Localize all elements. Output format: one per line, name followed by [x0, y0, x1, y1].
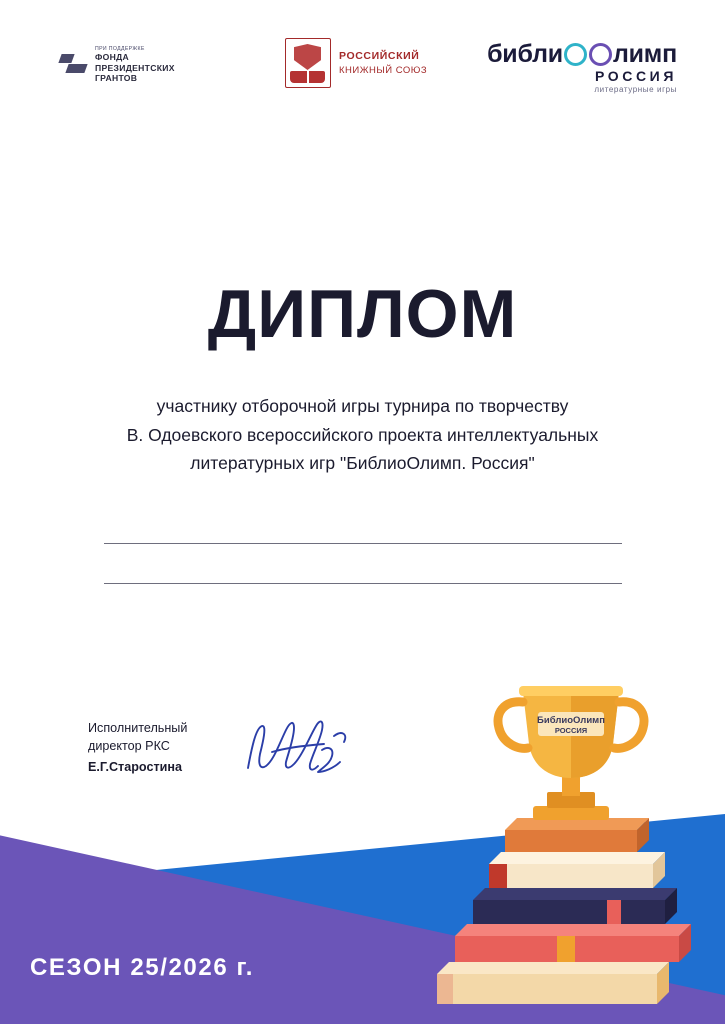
page-title: ДИПЛОМ — [207, 276, 518, 352]
biblio-olymp-logo — [487, 40, 677, 94]
ring-purple-icon — [589, 43, 612, 66]
grants-fund-mark-icon — [60, 50, 88, 80]
description-line-2: В. Одоевского всероссийского проекта интеллектуальных — [126, 424, 599, 445]
biblio-olymp-word2: лимп — [612, 40, 677, 68]
books-stack-icon — [437, 818, 691, 1004]
description-line-1: участнику отборочной игры турнира по творчеству — [156, 396, 569, 416]
trophy-icon — [498, 686, 644, 820]
handwritten-signature-icon — [238, 706, 358, 786]
header-logos — [0, 38, 725, 98]
grants-fund-line3: ПРЕЗИДЕНТСКИХ — [95, 62, 175, 73]
signatory-name: Е.Г.Старостина — [88, 759, 182, 774]
signatory-role-line2: директор РКС — [88, 738, 170, 753]
grants-fund-line1: ПРИ ПОДДЕРЖКЕ — [95, 46, 145, 52]
diploma-description — [0, 392, 725, 478]
book-union-emblem-icon — [285, 38, 331, 88]
recipient-blank-line-2 — [104, 583, 622, 584]
season-label: СЕЗОН 25/2026 г. — [30, 954, 255, 981]
trophy-label-line1: БиблиоОлимп — [537, 715, 605, 726]
biblio-olymp-tagline: литературные игры — [594, 85, 677, 94]
grants-fund-line4: ГРАНТОВ — [95, 73, 138, 84]
signatory-role-line1: Исполнительный — [88, 721, 188, 735]
book-union-line1: РОССИЙСКИЙ — [339, 49, 420, 62]
signatory-block — [88, 720, 238, 777]
presidential-grants-fund-logo — [60, 46, 175, 84]
book-union-line2: КНИЖНЫЙ СОЮЗ — [339, 64, 428, 76]
trophy-and-books-illustration — [407, 674, 707, 1024]
biblio-olymp-word1: библи — [487, 40, 563, 68]
description-line-3: литературных игр "БиблиоОлимп. Россия" — [190, 453, 535, 474]
ring-teal-icon — [564, 43, 587, 66]
russian-book-union-logo — [285, 38, 427, 88]
biblio-olymp-country: РОССИЯ — [595, 68, 677, 84]
recipient-blank-line-1 — [104, 543, 622, 544]
trophy-label-line2: РОССИЯ — [554, 726, 588, 735]
grants-fund-line2: ФОНДА — [95, 52, 130, 63]
